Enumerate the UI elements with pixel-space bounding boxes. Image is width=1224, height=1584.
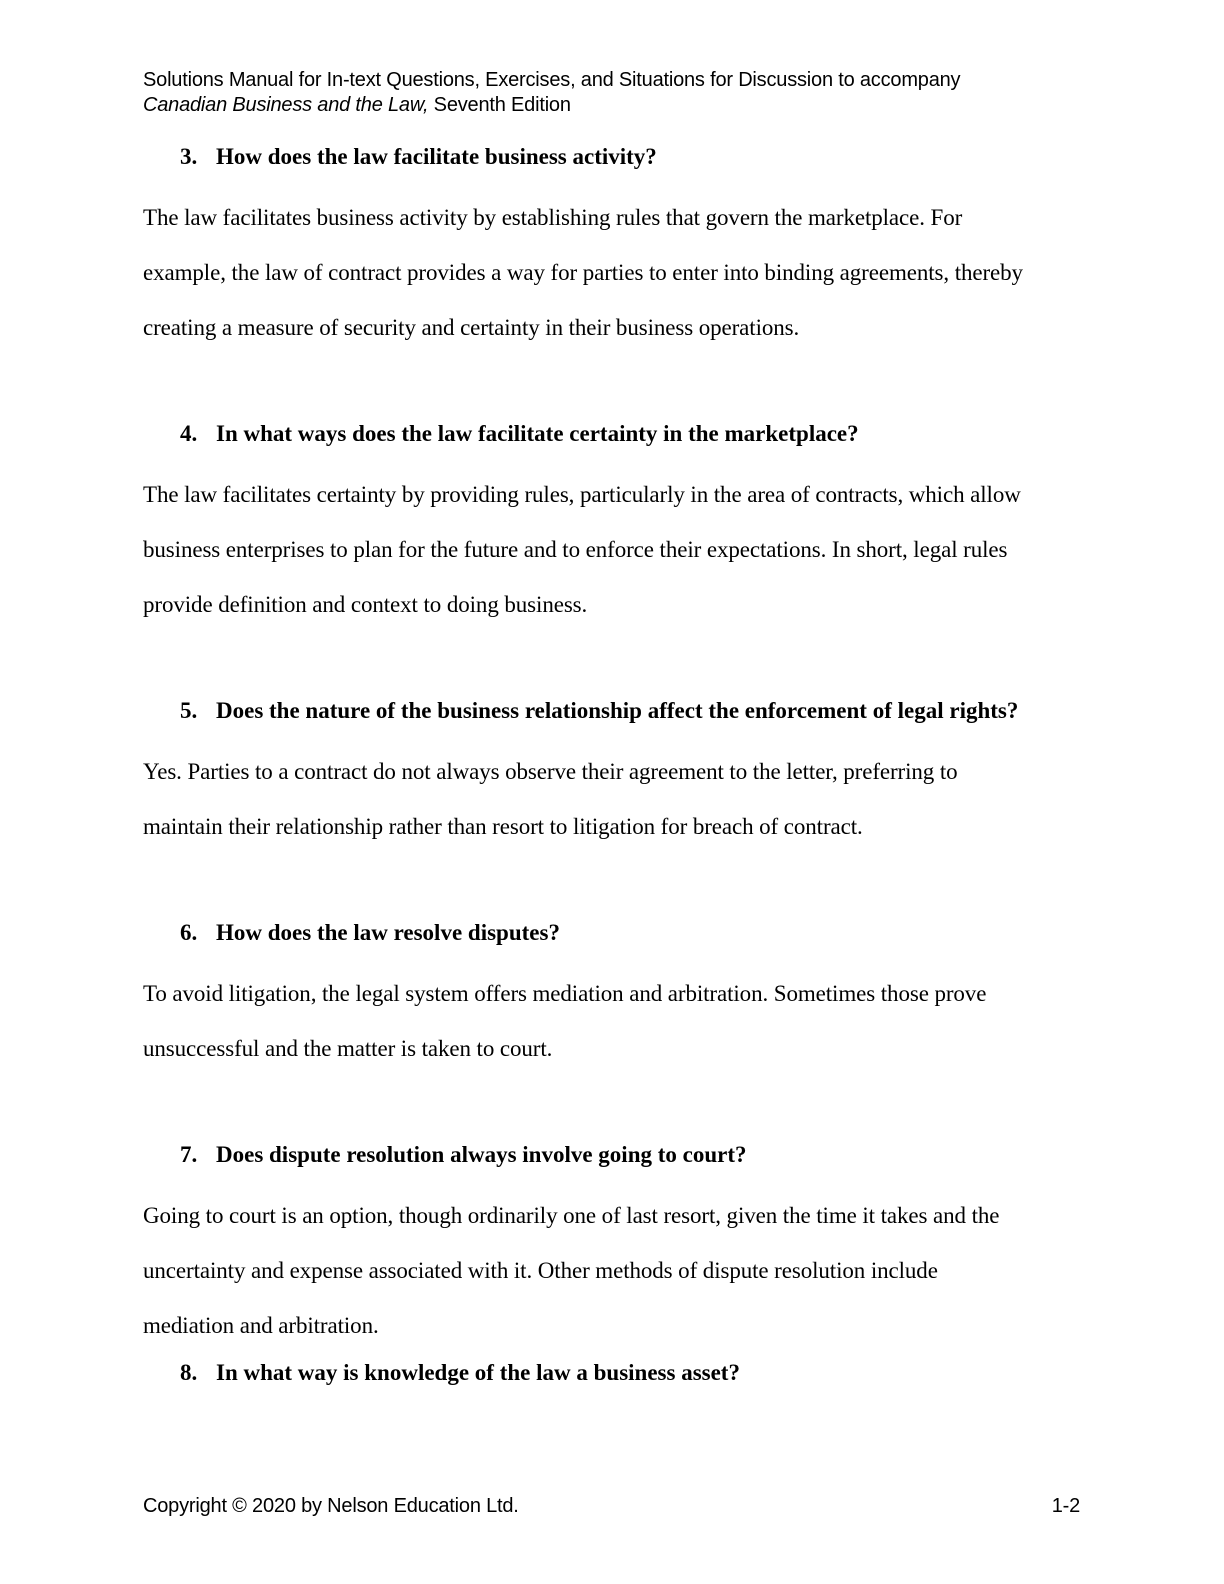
- answer-line: unsuccessful and the matter is taken to court.: [143, 1036, 553, 1061]
- question-number: 6.: [180, 920, 198, 945]
- answer-line: maintain their relationship rather than resort to litigation for breach of contract.: [143, 814, 863, 839]
- header-line-2: [143, 93, 1080, 118]
- answer-line: uncertainty and expense associated with it. Other methods of dispute resolution include: [143, 1258, 938, 1283]
- answer-line: To avoid litigation, the legal system offers mediation and arbitration. Sometimes those prove: [143, 981, 987, 1006]
- sections: [143, 142, 1080, 1388]
- question-text: In what way is knowledge of the law a business asset?: [216, 1360, 740, 1385]
- qa-section: [143, 419, 1080, 632]
- question-number: 7.: [180, 1142, 198, 1167]
- qa-section: [143, 1140, 1080, 1353]
- question-number: 4.: [180, 421, 198, 446]
- qa-section: [143, 696, 1080, 854]
- question-text: How does the law facilitate business activity?: [216, 144, 657, 169]
- answer-line: The law facilitates certainty by providing rules, particularly in the area of contracts, which allow: [143, 482, 1021, 507]
- qa-section: [143, 918, 1080, 1076]
- answer-line: The law facilitates business activity by establishing rules that govern the marketplace. For: [143, 205, 963, 230]
- question-number: 3.: [180, 144, 198, 169]
- answer-line: Yes. Parties to a contract do not always observe their agreement to the letter, preferring to: [143, 759, 958, 784]
- document-header: [143, 68, 1080, 118]
- question-heading: [143, 918, 1080, 948]
- question-number: 5.: [180, 698, 198, 723]
- answer-line: provide definition and context to doing business.: [143, 592, 588, 617]
- answer-paragraph: [143, 744, 1080, 854]
- question-heading: [143, 696, 1080, 726]
- answer-paragraph: [143, 190, 1080, 355]
- answer-paragraph: [143, 966, 1080, 1076]
- footer-page-number: 1-2: [1051, 1495, 1080, 1517]
- answer-line: business enterprises to plan for the future and to enforce their expectations. In short, legal rules: [143, 537, 1008, 562]
- question-number: 8.: [180, 1360, 198, 1385]
- header-line-1: Solutions Manual for In-text Questions, Exercises, and Situations for Discussion to accompany: [143, 69, 961, 91]
- answer-line: creating a measure of security and certainty in their business operations.: [143, 315, 800, 340]
- question-text: In what ways does the law facilitate certainty in the marketplace?: [216, 421, 859, 446]
- answer-paragraph: [143, 467, 1080, 632]
- answer-paragraph: [143, 1188, 1080, 1353]
- question-heading: [143, 419, 1080, 449]
- question-heading: [143, 1140, 1080, 1170]
- qa-section: [143, 1358, 1080, 1388]
- answer-line: mediation and arbitration.: [143, 1313, 379, 1338]
- question-heading: [143, 1358, 1080, 1388]
- header-edition: Seventh Edition: [428, 94, 571, 116]
- question-text: Does the nature of the business relationship affect the enforcement of legal rights?: [216, 698, 1019, 723]
- qa-section: [143, 142, 1080, 355]
- question-text: Does dispute resolution always involve going to court?: [216, 1142, 747, 1167]
- question-heading: [143, 142, 1080, 172]
- header-book-title: Canadian Business and the Law,: [143, 94, 429, 116]
- answer-line: example, the law of contract provides a way for parties to enter into binding agreements, thereby: [143, 260, 1023, 285]
- question-text: How does the law resolve disputes?: [216, 920, 560, 945]
- answer-line: Going to court is an option, though ordinarily one of last resort, given the time it takes and the: [143, 1203, 1000, 1228]
- document-footer: [143, 1495, 1080, 1518]
- footer-copyright: Copyright © 2020 by Nelson Education Ltd.: [143, 1495, 519, 1517]
